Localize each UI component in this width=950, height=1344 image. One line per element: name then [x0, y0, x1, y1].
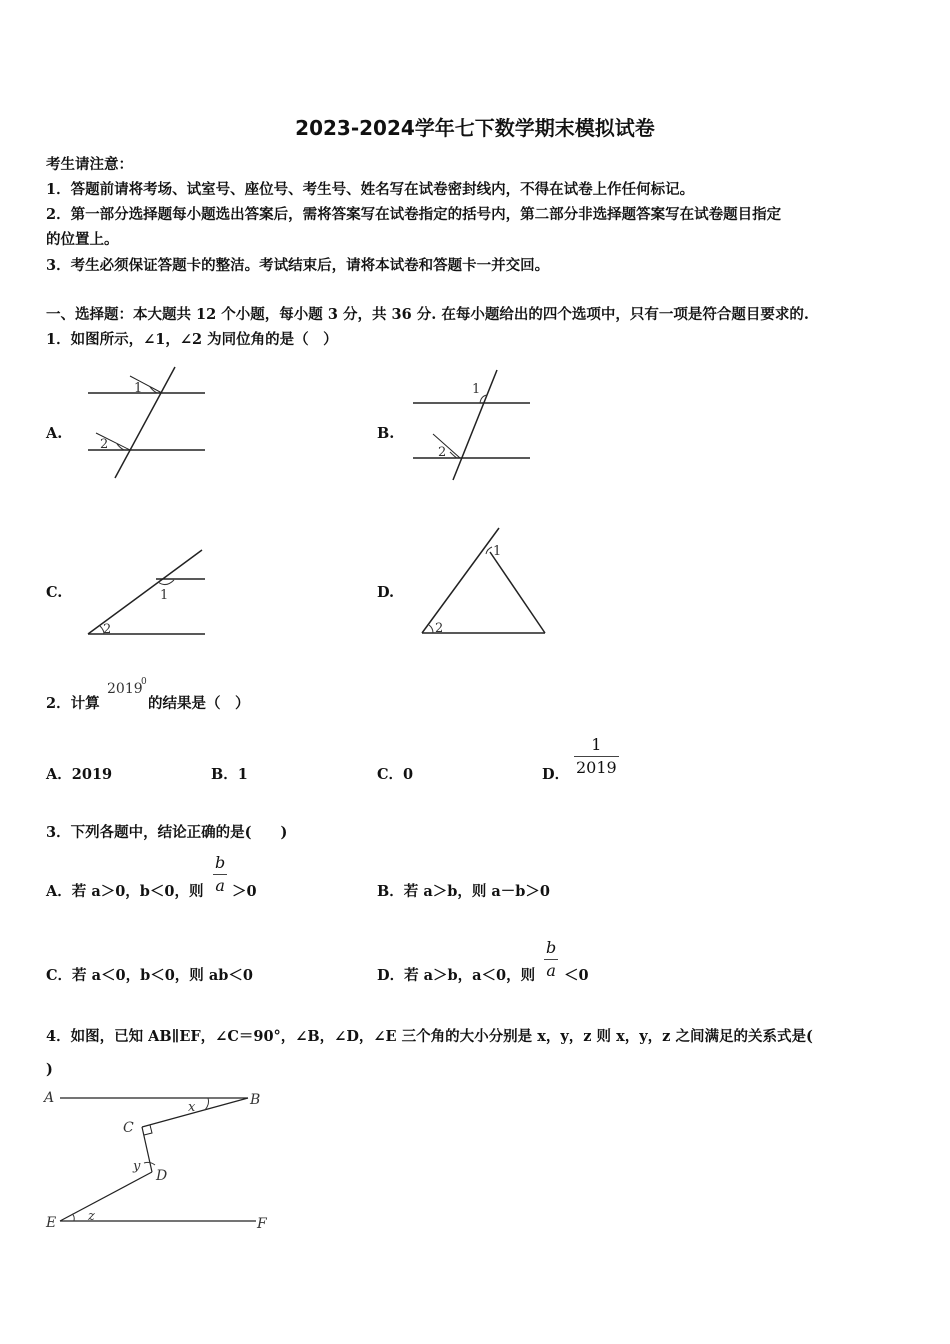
q4-label-d: D	[156, 1168, 168, 1184]
q1-figure-c	[80, 540, 220, 645]
q4-label-b: B	[250, 1092, 261, 1108]
notice-item-1: 1．答题前请将考场、试室号、座位号、考生号、姓名写在试卷密封线内，不得在试卷上作任何标记。	[46, 181, 695, 198]
q2-option-a: A．2019	[46, 766, 113, 783]
q4-stem-end: )	[46, 1061, 53, 1078]
q1-option-c-label: C.	[46, 584, 63, 601]
q1a-label-2: 2	[100, 437, 109, 452]
q1c-label-2: 2	[103, 622, 112, 637]
notice-item-2-cont: 的位置上。	[46, 231, 119, 248]
q1-option-d-label: D.	[377, 584, 395, 601]
notice-heading: 考生请注意：	[46, 156, 133, 173]
q4-label-x: x	[188, 1100, 196, 1115]
q3-option-d-tail: ＜0	[564, 967, 589, 984]
notice-item-2: 2．第一部分选择题每小题选出答案后，需将答案写在试卷指定的括号内，第二部分非选择题答案写在试卷题目指定	[46, 206, 782, 223]
q4-stem: 4．如图，已知 AB∥EF，∠C＝90°，∠B，∠D，∠E 三个角的大小分别是 x，y，z 则 x，y，z 之间满足的关系式是(	[46, 1028, 813, 1045]
q2-option-c: C．0	[377, 766, 414, 783]
q1-figure-d	[415, 522, 555, 640]
q1d-label-1: 1	[493, 544, 502, 559]
q3-option-a-fraction: b a	[215, 853, 226, 895]
q1c-label-1: 1	[160, 588, 169, 603]
q3-option-b: B．若 a＞b，则 a－b＞0	[377, 883, 551, 900]
q4-label-c: C	[123, 1120, 134, 1136]
q1-option-b-label: B.	[377, 425, 395, 442]
q1-figure-a	[80, 360, 220, 485]
q3-option-a: A．若 a＞0，b＜0，则	[46, 883, 204, 900]
notice-item-3: 3．考生必须保证答题卡的整洁。考试结束后，请将本试卷和答题卡一并交回。	[46, 257, 550, 274]
q3-option-c: C．若 a＜0，b＜0，则 ab＜0	[46, 967, 253, 984]
q2-exponent: 0	[141, 677, 147, 687]
q3-option-a-tail: ＞0	[232, 883, 257, 900]
section-heading: 一、选择题：本大题共 12 个小题，每小题 3 分，共 36 分. 在每小题给出的四个选项中，只有一项是符合题目要求的.	[46, 306, 809, 323]
q2-stem-prefix: 2．计算	[46, 695, 100, 712]
q3-stem: 3．下列各题中，结论正确的是( )	[46, 824, 288, 841]
q2-option-d-letter: D．	[542, 766, 570, 783]
q2-option-d-fraction: 1 2019	[576, 735, 617, 777]
q4-label-y: y	[133, 1159, 141, 1174]
q2-base: 2019	[107, 681, 143, 697]
q1a-label-1: 1	[134, 381, 143, 396]
q2-stem-suffix: 的结果是（ ）	[148, 695, 250, 712]
q1-option-a-label: A.	[46, 425, 63, 442]
q4-label-z: z	[88, 1209, 95, 1224]
q1-stem: 1．如图所示，∠1，∠2 为同位角的是（ ）	[46, 331, 338, 348]
q4-label-f: F	[257, 1216, 267, 1232]
q1d-label-2: 2	[435, 621, 444, 636]
q4-label-e: E	[46, 1215, 57, 1231]
q2-option-b: B．1	[211, 766, 248, 783]
q1-figure-b	[405, 368, 545, 486]
q3-option-d: D．若 a＞b，a＜0，则	[377, 967, 536, 984]
q3-option-d-fraction: b a	[546, 938, 557, 980]
q1b-label-2: 2	[438, 445, 447, 460]
q4-label-a: A	[44, 1090, 55, 1106]
q4-figure	[40, 1085, 280, 1235]
page-title: 2023-2024学年七下数学期末模拟试卷	[295, 116, 655, 140]
q1b-label-1: 1	[472, 382, 481, 397]
